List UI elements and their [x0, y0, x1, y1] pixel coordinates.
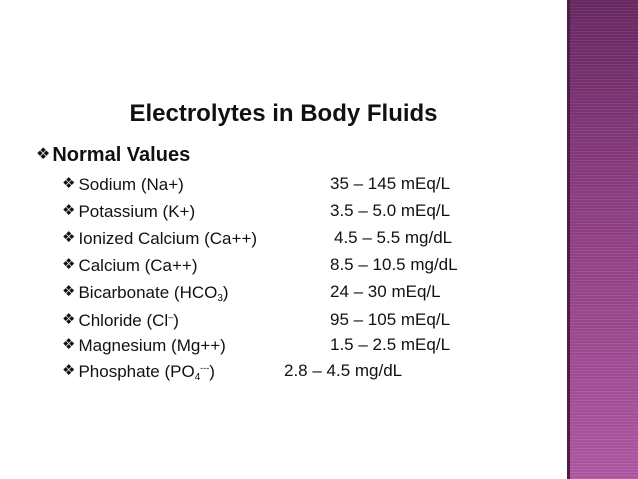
diamond-bullet-icon: ❖	[62, 362, 76, 379]
electrolyte-name: ❖ Potassium (K+)	[62, 202, 196, 221]
side-band-edge	[567, 0, 570, 479]
diamond-bullet-icon: ❖	[62, 336, 76, 353]
electrolyte-name: ❖ Chloride (Cl–)	[62, 311, 179, 330]
slide-title: Electrolytes in Body Fluids	[129, 100, 438, 127]
electrolyte-name: ❖ Bicarbonate $(HCO_3)$	[62, 283, 229, 304]
decorative-side-band	[567, 0, 638, 479]
normal-range-value: 1.5 – 2.5 mEq/L	[330, 335, 451, 354]
diamond-bullet-icon: ❖	[62, 311, 76, 328]
diamond-bullet-icon: ❖	[62, 256, 76, 273]
electrolyte-name: ❖ Sodium (Na+)	[62, 175, 184, 194]
normal-range-value: 35 – 145 mEq/L	[330, 174, 451, 193]
section-heading	[36, 144, 190, 167]
diamond-bullet-icon: ❖	[62, 283, 76, 300]
electrolyte-name: ❖ Magnesium (Mg++)	[62, 336, 226, 355]
normal-range-value: 95 – 105 mEq/L	[330, 310, 451, 329]
normal-range-value: 24 – 30 mEq/L	[330, 282, 441, 301]
electrolyte-name: ❖ Calcium (Ca++)	[62, 256, 198, 275]
diamond-bullet-icon: ❖	[62, 202, 76, 219]
electrolyte-name: ❖ Ionized Calcium (Ca++)	[62, 229, 258, 248]
diamond-bullet-icon: ❖	[62, 175, 76, 192]
normal-range-value: 2.8 – 4.5 mg/dL	[284, 361, 403, 380]
diamond-bullet-icon: ❖	[62, 229, 76, 246]
normal-range-value: 8.5 – 10.5 mg/dL	[330, 255, 458, 274]
normal-range-value: 4.5 – 5.5 mg/dL	[334, 228, 453, 247]
section-heading-label: Normal Values	[52, 144, 191, 166]
diamond-bullet-icon: ❖	[36, 146, 51, 163]
electrolyte-name: ❖ Phosphate $(PO_4^{---})$	[62, 362, 215, 383]
normal-range-value: 3.5 – 5.0 mEq/L	[330, 201, 451, 220]
